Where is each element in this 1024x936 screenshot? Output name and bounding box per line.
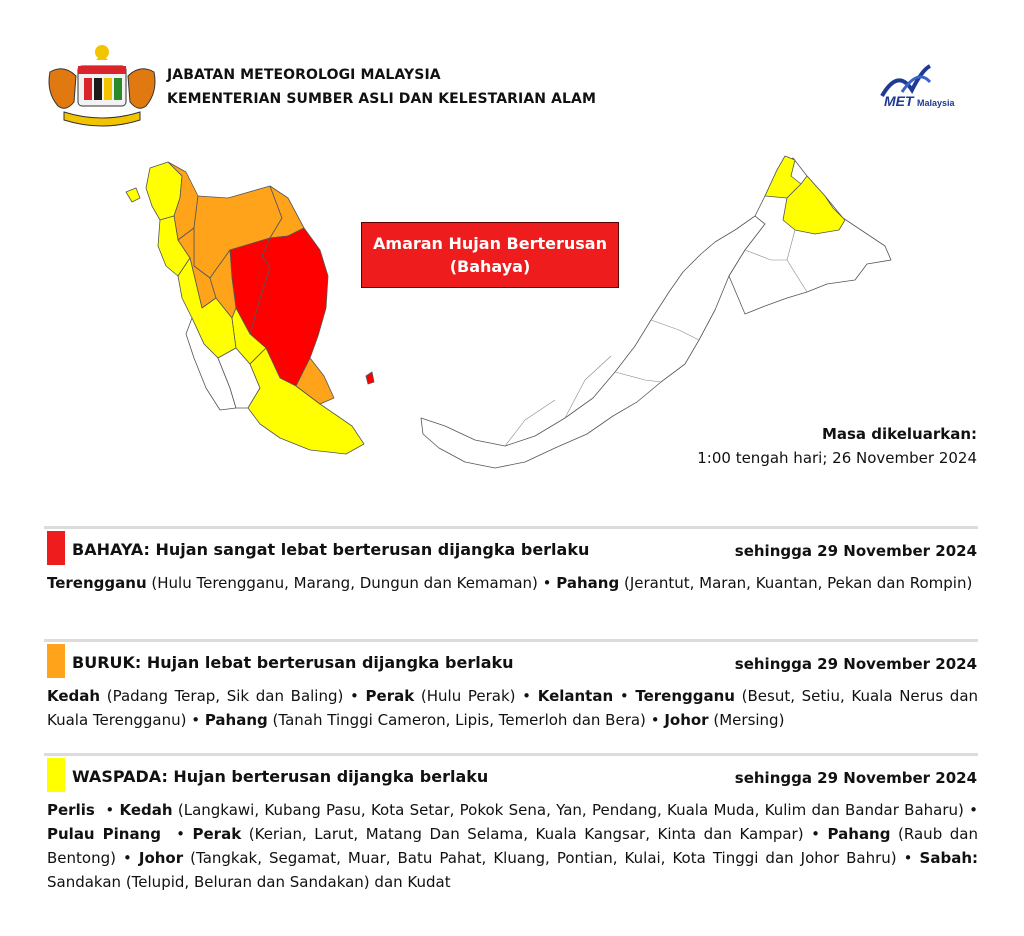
area-detail: (Besut, Setiu, Kuala Nerus dan Kuala Terengganu)	[47, 687, 979, 729]
area-state: Kelantan	[537, 687, 614, 705]
area-detail: (Padang Terap, Sik dan Baling)	[106, 687, 344, 705]
bahaya-areas: Terengganu (Hulu Terengganu, Marang, Dungun dan Kemaman) • Pahang (Jerantut, Maran, Kuantan, Pekan dan Rompin)	[47, 574, 973, 592]
area-state: Johor	[664, 711, 709, 729]
area-state: Pahang	[827, 825, 891, 843]
logo-text-met: MET	[884, 93, 914, 109]
area-state: Terengganu	[47, 574, 147, 592]
section-divider	[44, 526, 978, 529]
area-state: Kedah	[47, 687, 101, 705]
area-state: Pahang	[204, 711, 268, 729]
area-state: Pahang	[556, 574, 620, 592]
waspada-until: sehingga 29 November 2024	[734, 769, 977, 787]
bahaya-title: BAHAYA: Hujan sangat lebat berterusan dijangka berlaku	[72, 540, 590, 559]
org-name-line1: JABATAN METEOROLOGI MALAYSIA	[167, 67, 441, 83]
area-detail: (Tangkak, Segamat, Muar, Batu Pahat, Kluang, Pontian, Kulai, Kota Tinggi dan Johor Bahru)	[190, 849, 897, 867]
region-langkawi	[126, 188, 140, 202]
area-detail: (Mersing)	[713, 711, 785, 729]
region-sarawak	[421, 216, 765, 468]
waspada-areas: Perlis • Kedah (Langkawi, Kubang Pasu, Kota Setar, Pokok Sena, Yan, Pendang, Kuala Muda, Kulim dan Bandar Baharu) • Pulau Pinang • Perak (Kerian, Larut, Matang Dan Selama, Kuala Kangsar, Kinta dan Kampar) • Pahang (Raub dan Bentong) • Johor (Tangkak, Segamat, Muar, Batu Pahat, Kluang, Pontian, Kulai, Kota Tinggi dan Johor Bahru) • Sabah: Sandakan (Telupid, Beluran dan Sandakan) dan Kudat	[47, 801, 979, 891]
area-state: Perlis	[47, 801, 95, 819]
area-detail: (Hulu Terengganu, Marang, Dungun dan Kemaman)	[151, 574, 538, 592]
area-state: Johor	[138, 849, 184, 867]
warning-title-line2: (Bahaya)	[449, 257, 531, 276]
area-state: Terengganu	[635, 687, 735, 705]
area-detail: (Tanah Tinggi Cameron, Lipis, Temerloh dan Bera)	[272, 711, 646, 729]
buruk-title: BURUK: Hujan lebat berterusan dijangka berlaku	[72, 653, 514, 672]
issued-time-label: Masa dikeluarkan:	[821, 425, 977, 443]
area-state: Perak	[365, 687, 415, 705]
issued-time-value: 1:00 tengah hari; 26 November 2024	[697, 449, 977, 467]
warning-title-line1: Amaran Hujan Berterusan	[373, 234, 607, 253]
waspada-title: WASPADA: Hujan berterusan dijangka berlaku	[72, 767, 489, 786]
peninsular-malaysia-map	[120, 158, 380, 458]
area-detail: (Langkawi, Kubang Pasu, Kota Setar, Pokok Sena, Yan, Pendang, Kuala Muda, Kulim dan Bandar Baharu)	[177, 801, 964, 819]
area-state: Sabah:	[919, 849, 978, 867]
area-detail: (Jerantut, Maran, Kuantan, Pekan dan Rompin)	[624, 574, 973, 592]
area-detail: (Raub dan Bentong)	[47, 825, 978, 867]
waspada-swatch	[47, 758, 65, 792]
area-state: Pulau Pinang	[47, 825, 161, 843]
area-detail: (Hulu Perak)	[420, 687, 516, 705]
bahaya-swatch	[47, 531, 65, 565]
section-divider	[44, 639, 978, 642]
met-malaysia-logo-icon	[872, 62, 976, 112]
buruk-swatch	[47, 644, 65, 678]
bahaya-until: sehingga 29 November 2024	[734, 542, 977, 560]
buruk-until: sehingga 29 November 2024	[734, 655, 977, 673]
area-detail: (Kerian, Larut, Matang Dan Selama, Kuala Kangsar, Kinta dan Kampar)	[248, 825, 804, 843]
area-state: Kedah	[119, 801, 173, 819]
org-name-line2: KEMENTERIAN SUMBER ASLI DAN KELESTARIAN ALAM	[167, 91, 597, 107]
section-divider	[44, 753, 978, 756]
area-detail: Sandakan (Telupid, Beluran dan Sandakan) dan Kudat	[47, 873, 451, 891]
logo-text-malaysia: Malaysia	[917, 98, 955, 108]
buruk-areas: Kedah (Padang Terap, Sik dan Baling) • Perak (Hulu Perak) • Kelantan • Terengganu (Besut, Setiu, Kuala Nerus dan Kuala Terengganu) • Pahang (Tanah Tinggi Cameron, Lipis, Temerloh dan Bera) • Johor (Mersing)	[47, 687, 979, 729]
region-tioman	[366, 372, 374, 384]
area-state: Perak	[192, 825, 242, 843]
malaysia-coat-of-arms-icon	[44, 42, 160, 128]
